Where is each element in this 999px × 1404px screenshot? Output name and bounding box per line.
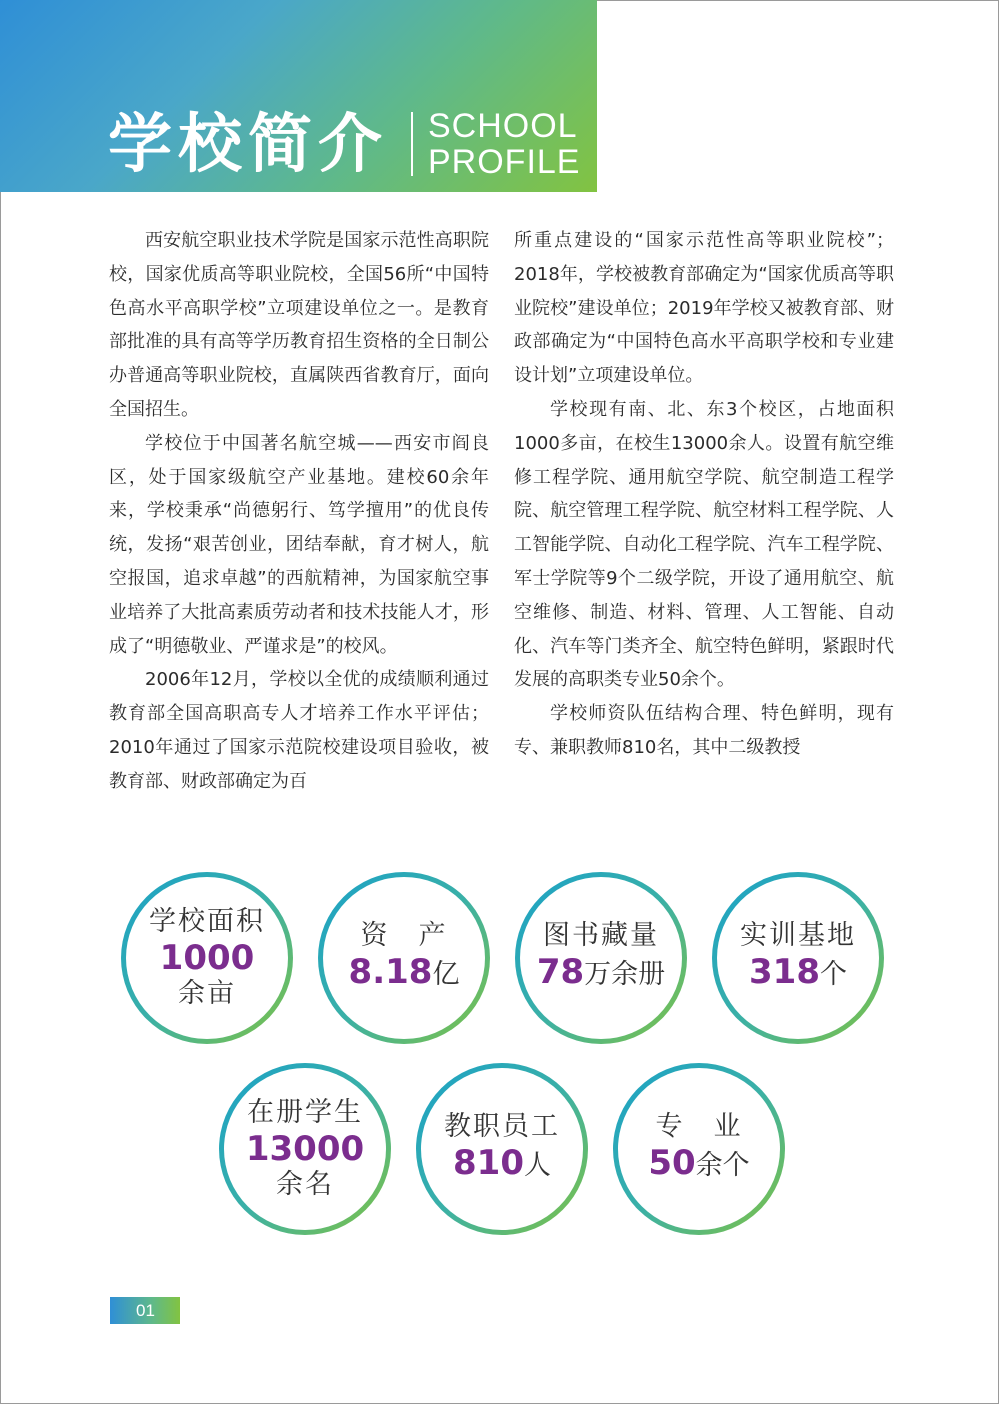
title-en-line2: PROFILE xyxy=(428,143,581,181)
stat-circle-staff xyxy=(416,1063,588,1235)
stat-training-value: 318 xyxy=(749,952,820,992)
stat-staff-value: 810 xyxy=(453,1143,524,1183)
stat-books-label: 图书藏量 xyxy=(543,920,659,951)
stat-circle-training xyxy=(712,872,884,1044)
stat-training-label: 实训基地 xyxy=(740,920,856,951)
paragraph-overview: 西安航空职业技术学院是国家示范性高职院校，国家优质高等职业院校，全国56所“中国特色高水平高职学校”立项建设单位之一。是教育部批准的具有高等学历教育招生资格的全日制公办普通高等职业院校，直属陕西省教育厅，面向全国招生。 xyxy=(109,230,489,420)
stat-assets-unit: 亿 xyxy=(432,959,460,990)
stat-majors-value: 50 xyxy=(648,1143,696,1183)
stat-books-value: 78 xyxy=(536,952,585,992)
stat-staff-unit: 人 xyxy=(523,1150,551,1181)
stat-circle-area xyxy=(121,872,293,1044)
page-title: 学校简介 xyxy=(108,108,388,182)
intro-right-column xyxy=(514,224,894,765)
header-banner xyxy=(0,0,597,192)
page-title-english xyxy=(428,108,580,180)
stat-books-unit: 万余册 xyxy=(584,959,666,990)
stat-students-unit: 余名 xyxy=(276,1169,334,1200)
stat-majors-label: 专 业 xyxy=(655,1111,743,1142)
stat-majors-unit: 余个 xyxy=(695,1150,750,1181)
stat-assets-label: 资 产 xyxy=(360,920,448,951)
paragraph-history: 2006年12月，学校以全优的成绩顺利通过教育部全国高职高专人才培养工作水平评估；2010年通过了国家示范院校建设项目验收，被教育部、财政部确定为百 xyxy=(109,669,489,792)
title-en-line1: SCHOOL xyxy=(428,107,578,145)
page-number: 01 xyxy=(110,1297,180,1324)
stat-students-value: 13000 xyxy=(245,1129,365,1169)
stat-area-unit: 余亩 xyxy=(178,978,236,1009)
paragraph-campuses: 学校现有南、北、东3个校区，占地面积1000多亩，在校生13000余人。设置有航空维修工程学院、通用航空学院、航空制造工程学院、航空管理工程学院、航空材料工程学院、人工智能学院、自动化工程学院、汽车工程学院、军士学院等9个二级学院，开设了通用航空、航空维修、制造、材料、管理、人工智能、自动化、汽车等门类齐全、航空特色鲜明，紧跟时代发展的高职类专业50余个。 xyxy=(514,398,894,691)
stat-area-value: 1000 xyxy=(159,938,255,978)
title-divider xyxy=(411,112,413,176)
stat-students-label: 在册学生 xyxy=(247,1097,363,1128)
stat-circle-assets xyxy=(318,872,490,1044)
paragraph-location: 学校位于中国著名航空城——西安市阎良区，处于国家级航空产业基地。建校60余年来，学校秉承“尚德躬行、笃学擅用”的优良传统，发扬“艰苦创业，团结奉献，育才树人，航空报国，追求卓越”的西航精神，为国家航空事业培养了大批高素质劳动者和技术技能人才，形成了“明德敬业、严谨求是”的校风。 xyxy=(109,432,489,657)
stat-area-label: 学校面积 xyxy=(149,906,265,937)
paragraph-faculty: 学校师资队伍结构合理、特色鲜明，现有专、兼职教师810名，其中二级教授 xyxy=(514,703,894,758)
stat-training-unit: 个 xyxy=(819,959,847,990)
stat-circle-majors xyxy=(613,1063,785,1235)
stat-assets-value: 8.18 xyxy=(348,952,433,992)
intro-left-column xyxy=(109,224,489,799)
paragraph-history-continued: 所重点建设的“国家示范性高等职业院校”；2018年，学校被教育部确定为“国家优质高等职业院校”建设单位；2019年学校又被教育部、财政部确定为“中国特色高水平高职学校和专业建设计划”立项建设单位。 xyxy=(514,230,894,387)
stat-staff-label: 教职员工 xyxy=(444,1111,560,1142)
stat-circle-books xyxy=(515,872,687,1044)
stat-circle-students xyxy=(219,1063,391,1235)
